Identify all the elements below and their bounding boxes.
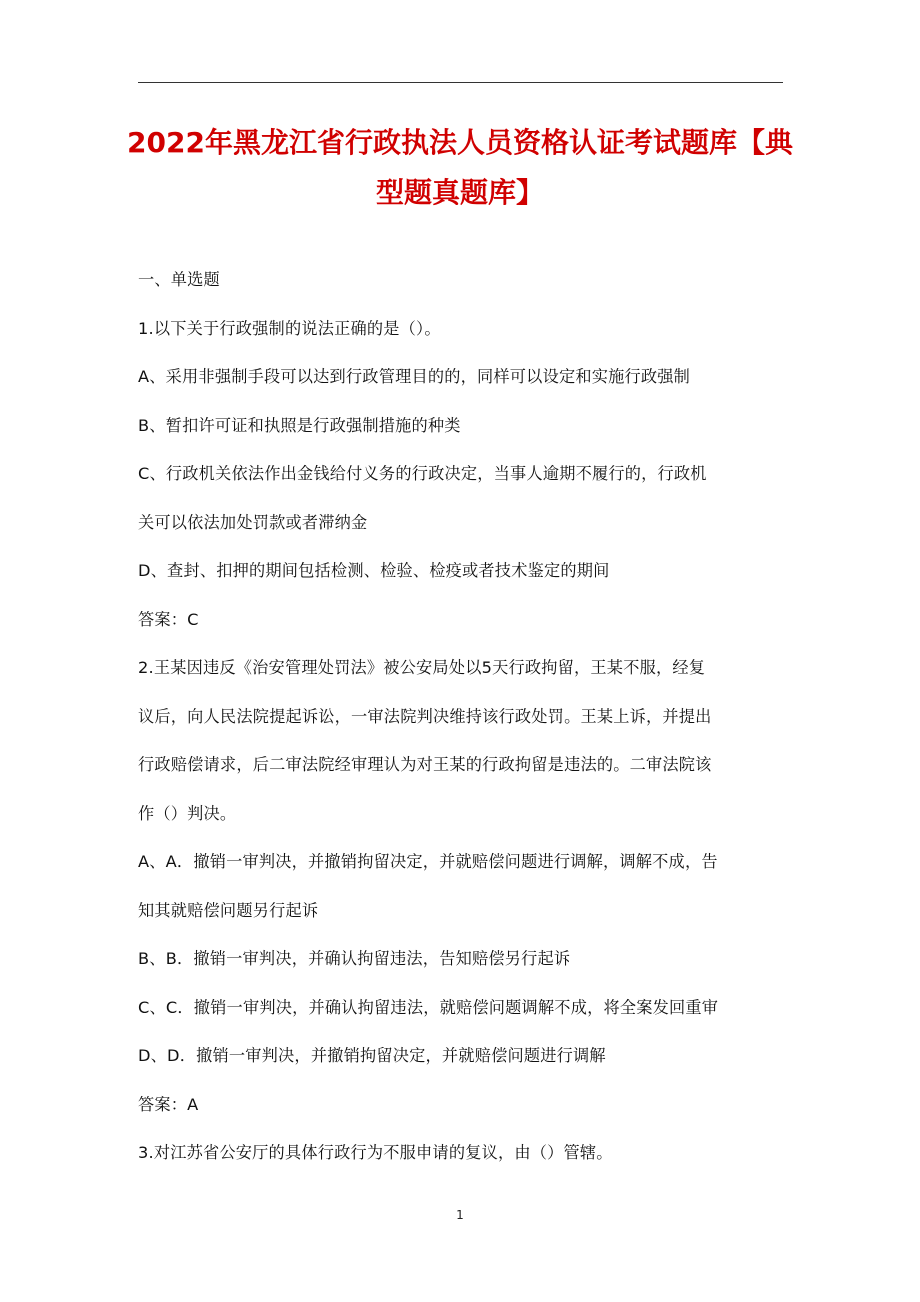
- question-2-stem: 2.王某因违反《治安管理处罚法》被公安局处以5天行政拘留，王某不服，经复: [138, 658, 706, 677]
- question-1-stem: 1.以下关于行政强制的说法正确的是（）。: [138, 318, 441, 338]
- question-2-stem-cont-3: 作（）判决。: [138, 803, 237, 823]
- document-title: [120, 118, 800, 218]
- section-heading: 一、单选题: [138, 270, 220, 289]
- document-body: [138, 256, 788, 1178]
- header-rule: [138, 82, 783, 83]
- page-number: 1: [456, 1208, 464, 1222]
- document-title-line-2: 型题真题库】: [375, 176, 544, 209]
- question-2-option-a: A、A．撤销一审判决，并撤销拘留决定，并就赔偿问题进行调解，调解不成，告: [138, 852, 718, 871]
- question-1-option-a: A、采用非强制手段可以达到行政管理目的的，同样可以设定和实施行政强制: [138, 367, 691, 386]
- question-2-option-b: B、B．撤销一审判决，并确认拘留违法，告知赔偿另行起诉: [138, 949, 571, 968]
- question-3-stem: 3.对江苏省公安厅的具体行政行为不服申请的复议，由（）管辖。: [138, 1143, 613, 1162]
- document-title-line-1: 2022年黑龙江省行政执法人员资格认证考试题库【典: [127, 126, 793, 159]
- question-1-answer: 答案：C: [138, 609, 199, 629]
- question-1-option-d: D、查封、扣押的期间包括检测、检验、检疫或者技术鉴定的期间: [138, 561, 610, 580]
- question-1-option-c: C、行政机关依法作出金钱给付义务的行政决定，当事人逾期不履行的，行政机: [138, 464, 707, 483]
- question-1-option-c-cont: 关可以依法加处罚款或者滞纳金: [138, 512, 368, 532]
- question-2-option-c: C、C．撤销一审判决，并确认拘留违法，就赔偿问题调解不成，将全案发回重审: [138, 997, 719, 1017]
- question-2-answer: 答案：A: [138, 1094, 199, 1114]
- question-1-option-b: B、暂扣许可证和执照是行政强制措施的种类: [138, 415, 461, 435]
- question-2-option-a-cont: 知其就赔偿问题另行起诉: [138, 900, 319, 920]
- question-2-option-d: D、D．撤销一审判决，并撤销拘留决定，并就赔偿问题进行调解: [138, 1046, 606, 1065]
- question-2-stem-cont-2: 行政赔偿请求，后二审法院经审理认为对王某的行政拘留是违法的。二审法院该: [138, 755, 712, 774]
- question-2-stem-cont-1: 议后，向人民法院提起诉讼，一审法院判决维持该行政处罚。王某上诉，并提出: [138, 706, 712, 726]
